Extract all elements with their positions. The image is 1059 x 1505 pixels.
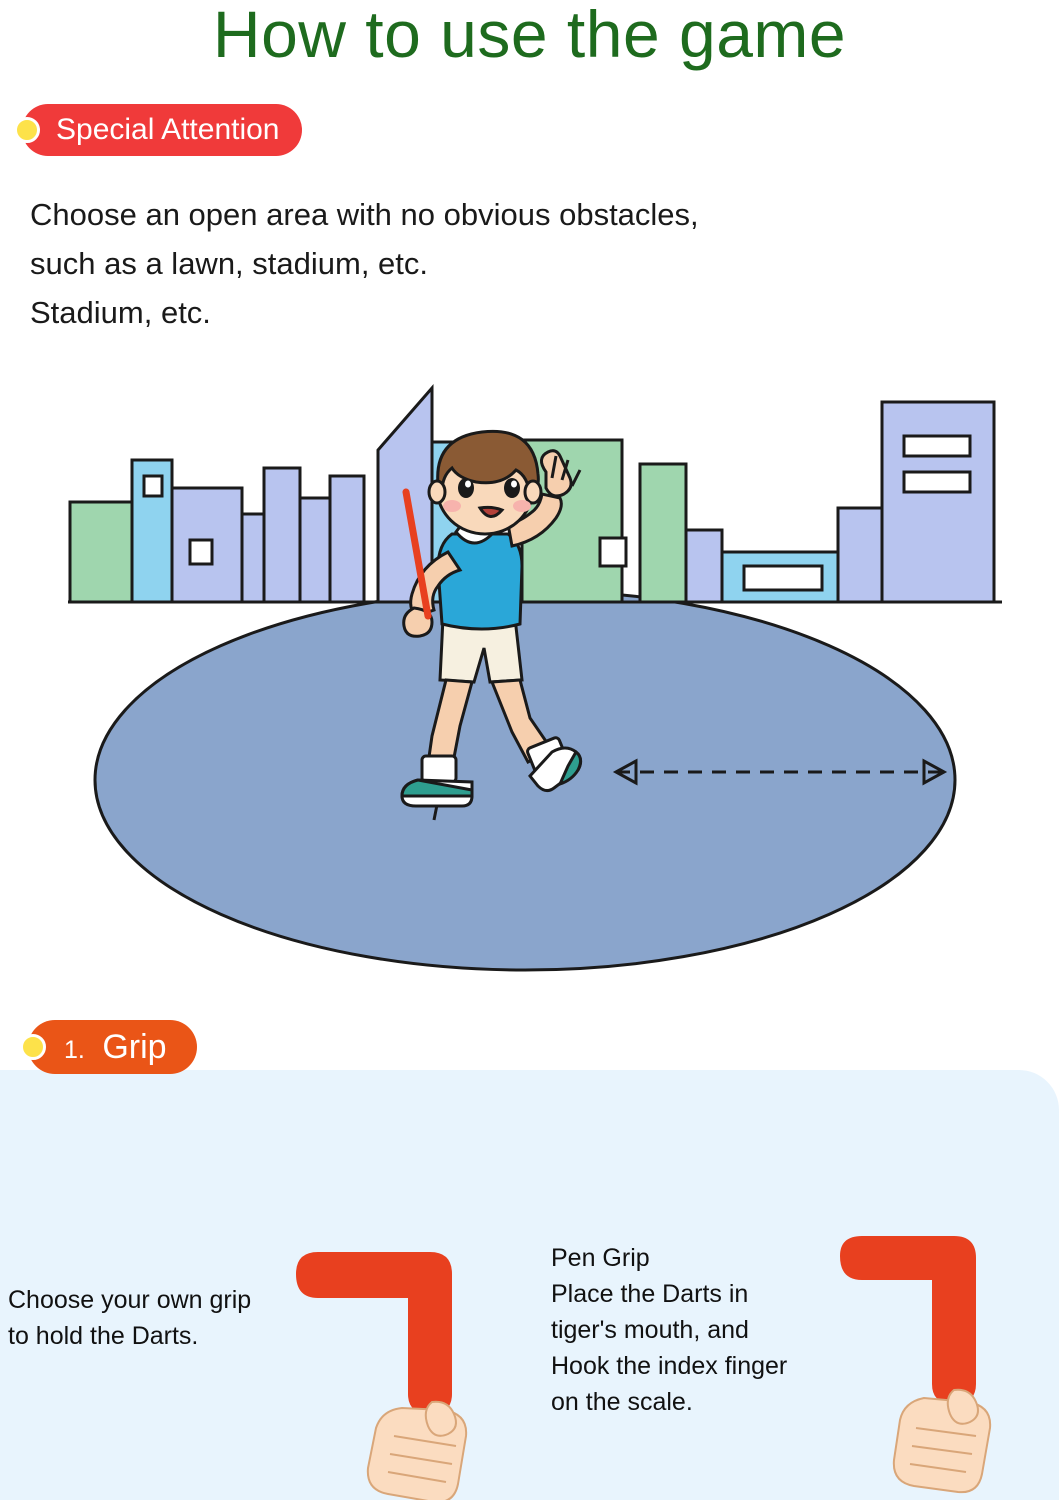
grip-illustration-own [290, 1240, 560, 1500]
grip-step-label: Grip [102, 1028, 167, 1066]
attention-line-2: such as a lawn, stadium, etc. [30, 246, 429, 281]
attention-line-1: Choose an open area with no obvious obstacles, [30, 197, 699, 232]
grip-right-line-3: tiger's mouth, and [551, 1316, 749, 1344]
bullet-dot-icon [20, 1034, 46, 1060]
grip-illustration-pen [840, 1230, 1059, 1500]
grip-right-line-5: on the scale. [551, 1388, 693, 1416]
grip-left-line-2: to hold the Darts. [8, 1322, 199, 1350]
grip-step-number: 1. [64, 1036, 85, 1064]
grip-right-caption [551, 1240, 851, 1420]
attention-line-3: Stadium, etc. [30, 295, 211, 330]
grip-right-line-4: Hook the index finger [551, 1352, 788, 1380]
grip-right-line-2: Place the Darts in [551, 1280, 749, 1308]
grip-step-badge [28, 1020, 197, 1074]
grip-left-line-1: Choose your own grip [8, 1286, 252, 1314]
special-attention-badge [22, 104, 302, 162]
bullet-dot-icon [14, 117, 40, 143]
open-field-illustration [60, 380, 1010, 980]
grip-right-line-1: Pen Grip [551, 1244, 650, 1272]
attention-paragraph [30, 190, 990, 337]
grip-left-caption [8, 1282, 308, 1354]
special-attention-label: Special Attention [56, 113, 280, 146]
page-title: How to use the game [212, 0, 847, 71]
